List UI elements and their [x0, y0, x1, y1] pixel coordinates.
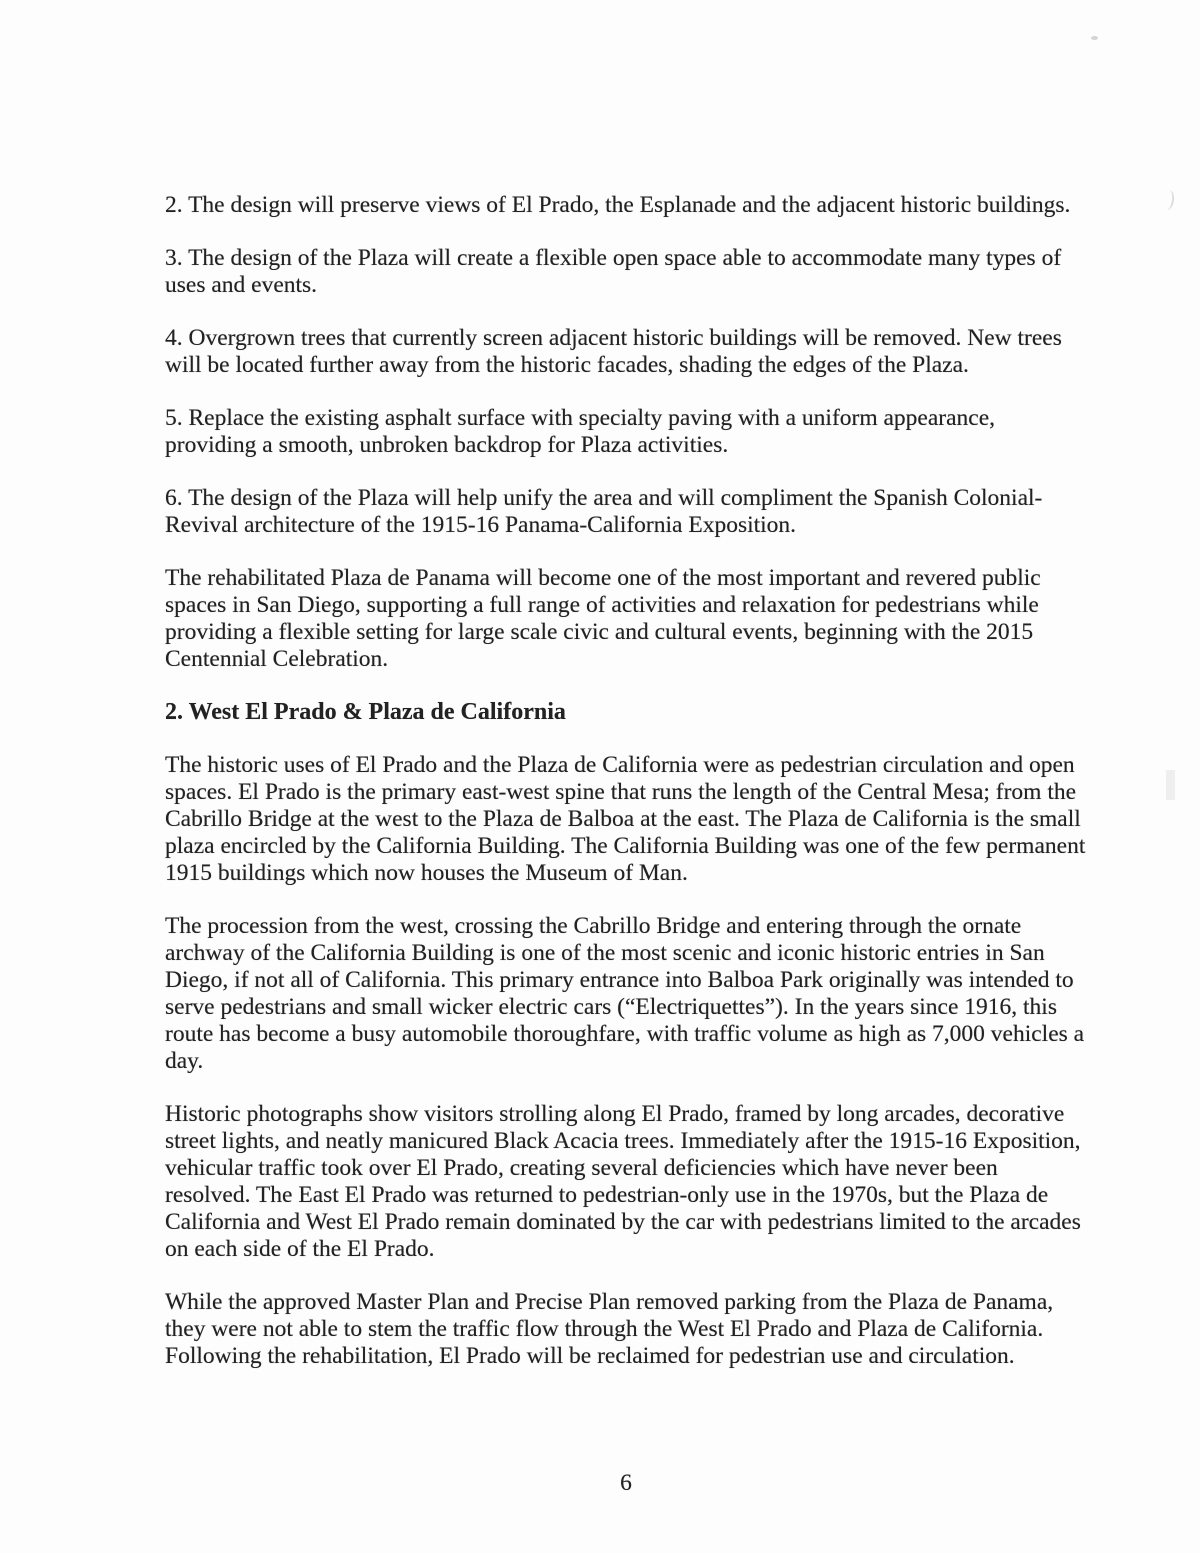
scan-artifact-bar — [1166, 770, 1175, 800]
body-paragraph-historic-photographs: Historic photographs show visitors strolling along El Prado, framed by long arcades, decorative street lights, and neatly manicured Black Acacia trees. Immediately after the 1915-16 Exposition, vehicular traffic took over El Prado, creating several deficiencies which have never been resolved. The East El Prado was returned to pedestrian-only use in the 1970s, but the Plaza de California and West El Prado remain dominated by the car with pedestrians limited to the arcades on each side of the El Prado. — [165, 1101, 1081, 1262]
list-item-2: 2. The design will preserve views of El Prado, the Esplanade and the adjacent historic buildings. — [165, 192, 1071, 218]
list-item-3: 3. The design of the Plaza will create a flexible open space able to accommodate many types of uses and events. — [165, 245, 1062, 298]
list-item-5: 5. Replace the existing asphalt surface with specialty paving with a uniform appearance, providing a smooth, unbroken backdrop for Plaza activities. — [165, 405, 996, 458]
section-heading-west-el-prado: 2. West El Prado & Plaza de California — [165, 699, 566, 725]
list-item-4: 4. Overgrown trees that currently screen adjacent historic buildings will be removed. New trees will be located further away from the historic facades, shading the edges of the Plaza. — [165, 325, 1062, 378]
body-paragraph-rehabilitated-plaza: The rehabilitated Plaza de Panama will become one of the most important and revered public spaces in San Diego, supporting a full range of activities and relaxation for pedestrians while providing a flexible setting for large scale civic and cultural events, beginning with the 2015 Centennial Celebration. — [165, 565, 1041, 672]
page-number: 6 — [620, 1470, 632, 1496]
document-body — [165, 192, 1087, 1396]
body-paragraph-master-plan: While the approved Master Plan and Precise Plan removed parking from the Plaza de Panama, they were not able to stem the traffic flow through the West El Prado and Plaza de California. Following the rehabilitation, El Prado will be reclaimed for pedestrian use and circulation. — [165, 1289, 1054, 1369]
scan-artifact-curve — [1161, 189, 1176, 210]
list-item-6: 6. The design of the Plaza will help unify the area and will compliment the Spanish Colonial-Revival architecture of the 1915-16 Panama-California Exposition. — [165, 485, 1043, 538]
scan-artifact-speck — [1091, 36, 1098, 40]
body-paragraph-procession: The procession from the west, crossing the Cabrillo Bridge and entering through the ornate archway of the California Building is one of the most scenic and iconic historic entries in San Diego, if not all of California. This primary entrance into Balboa Park originally was intended to serve pedestrians and small wicker electric cars (“Electriquettes”). In the years since 1916, this route has become a busy automobile thoroughfare, with traffic volume as high as 7,000 vehicles a day. — [165, 913, 1085, 1074]
body-paragraph-historic-uses: The historic uses of El Prado and the Plaza de California were as pedestrian circulation and open spaces. El Prado is the primary east-west spine that runs the length of the Central Mesa; from the Cabrillo Bridge at the west to the Plaza de Balboa at the east. The Plaza de California is the small plaza encircled by the California Building. The California Building was one of the few permanent 1915 buildings which now houses the Museum of Man. — [165, 752, 1086, 886]
